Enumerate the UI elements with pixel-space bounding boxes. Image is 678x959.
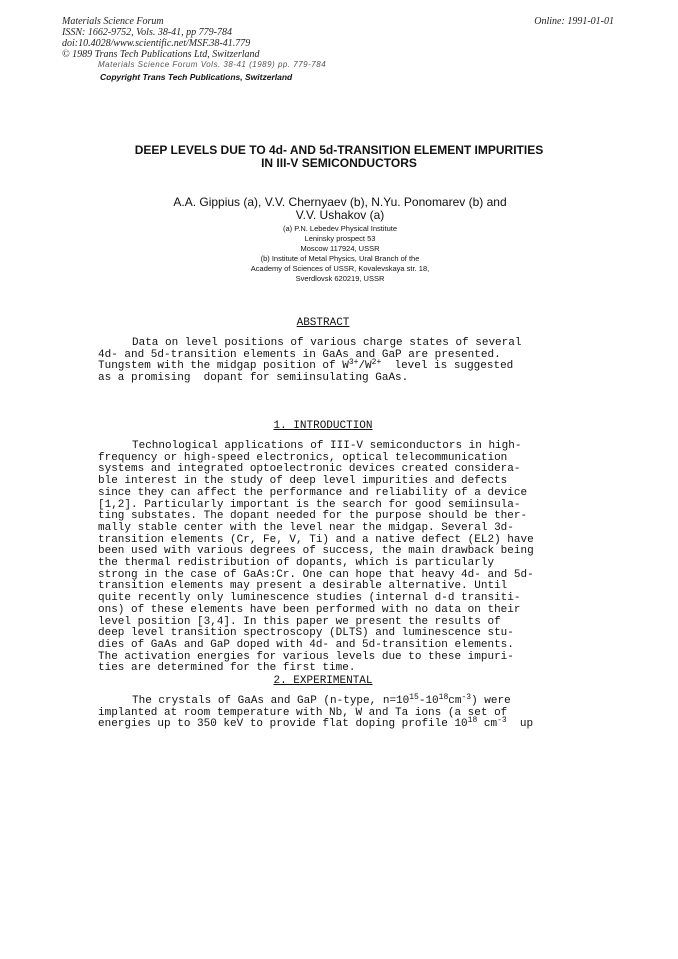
introduction-line: transition elements (Cr, Fe, V, Ti) and a native defect (EL2) have — [98, 533, 534, 546]
introduction-line: Technological applications of III-V semiconductors in high- — [132, 440, 522, 452]
introduction-line: [1,2]. Particularly important is the search for good semiinsula- — [98, 498, 521, 511]
introduction-body — [98, 441, 548, 675]
abstract-line: as a promising dopant for semiinsulating GaAs. — [98, 372, 409, 385]
abstract-line: Data on level positions of various charge states of several — [132, 337, 522, 349]
introduction-line: mally stable center with the level near the midgap. Several 3d- — [98, 521, 514, 534]
abstract-line: 4d- and 5d-transition elements in GaAs and GaP are presented. — [98, 348, 501, 361]
introduction-heading: 1. INTRODUCTION — [273, 420, 373, 432]
introduction-line: ties are determined for the first time. — [98, 662, 356, 675]
author-list — [90, 196, 590, 222]
introduction-line: the thermal redistribution of dopants, which is particularly — [98, 557, 495, 570]
journal-meta — [62, 16, 260, 60]
introduction-line: frequency or high-speed electronics, optical telecommunication — [98, 451, 508, 464]
experimental-line: implanted at room temperature with Nb, W and Ta ions (a set of — [98, 706, 508, 719]
introduction-line: The activation energies for various levels due to these impuri- — [98, 650, 514, 663]
paper-title — [60, 144, 618, 170]
experimental-line: The crystals of GaAs and GaP (n-type, $n=10^{15}-10^{18}cm^{-3}$) were — [132, 693, 511, 707]
authors-line-2: V.V. Ushakov (a) — [295, 208, 385, 222]
affiliation-line: Leninsky prospect 53 — [304, 234, 376, 243]
abstract-body — [98, 338, 548, 385]
introduction-line: ons) of these elements have been performed with no data on their — [98, 603, 521, 616]
introduction-line: quite recently only luminescence studies (internal d-d transiti- — [98, 592, 521, 605]
affiliation-line: (a) P.N. Lebedev Physical Institute — [282, 224, 398, 233]
abstract-heading: ABSTRACT — [296, 317, 350, 329]
journal-name: Materials Science Forum — [62, 16, 164, 27]
doi-line: doi:10.4028/www.scientific.net/MSF.38-41.779 — [62, 38, 251, 49]
introduction-line: been used with various degrees of success, the main drawback being — [98, 545, 534, 558]
abstract-line: Tungstem with the midgap position of $W^{3+}/W^{2+}$ level is suggested — [98, 358, 514, 373]
copyright-line: Copyright Trans Tech Publications, Switzerland — [100, 72, 293, 82]
experimental-body — [98, 693, 548, 731]
affiliation-line: Sverdlovsk 620219, USSR — [295, 274, 385, 283]
affiliations — [140, 224, 540, 284]
introduction-line: level position [3,4]. In this paper we present the results of — [98, 615, 501, 628]
affiliation-line: Moscow 117924, USSR — [300, 244, 380, 253]
publisher-line: © 1989 Trans Tech Publications Ltd, Switzerland — [62, 49, 260, 60]
title-line-1: DEEP LEVELS DUE TO 4d- AND 5d-TRANSITION ELEMENT IMPURITIES — [134, 143, 544, 157]
introduction-line: strong in the case of GaAs:Cr. One can hope that heavy 4d- and 5d- — [98, 568, 534, 581]
introduction-line: since they can affect the performance and reliability of a device — [98, 486, 528, 499]
scan-header: Materials Science Forum Vols. 38-41 (1989) pp. 779-784 — [98, 60, 327, 69]
introduction-line: transition elements may present a desirable alternative. Until — [98, 580, 508, 593]
title-line-2: IN III-V SEMICONDUCTORS — [261, 156, 417, 170]
experimental-heading: 2. EXPERIMENTAL — [273, 675, 373, 687]
affiliation-line: Academy of Sciences of USSR, Kovalevskaya str. 18, — [250, 264, 430, 273]
introduction-line: ting substates. The dopant needed for the purpose should be ther- — [98, 510, 528, 523]
experimental-line: energies up to 350 keV to provide flat doping profile $10^{18}$ $cm^{-3}$ up — [98, 716, 534, 731]
introduction-line: systems and integrated optoelectronic devices created considera- — [98, 463, 521, 476]
introduction-line: dies of GaAs and GaP doped with 4d- and 5d-transition elements. — [98, 638, 514, 651]
introduction-line: deep level transition spectroscopy (DLTS) and luminescence stu- — [98, 627, 514, 640]
issn-line: ISSN: 1662-9752, Vols. 38-41, pp 779-784 — [62, 27, 232, 38]
introduction-line: ble interest in the study of deep level impurities and defects — [98, 475, 508, 488]
authors-line-1: A.A. Gippius (a), V.V. Chernyaev (b), N.Yu. Ponomarev (b) and — [173, 195, 507, 209]
affiliation-line: (b) Institute of Metal Physics, Ural Branch of the — [260, 254, 420, 263]
online-date: Online: 1991-01-01 — [534, 16, 614, 27]
